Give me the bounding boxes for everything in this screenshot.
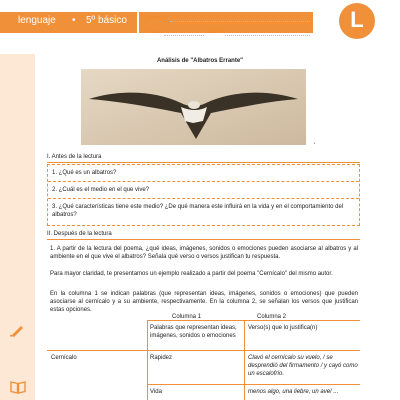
table-rule: [47, 350, 360, 351]
side-strip: [0, 54, 35, 400]
row-label: Cernícalo: [51, 355, 77, 361]
questions-box: [47, 164, 360, 226]
date-label: fecha: [207, 29, 222, 35]
column-2-header: Verso(s) que lo justifica(n): [248, 325, 318, 331]
subject-label: lenguaje: [18, 15, 56, 26]
header-separator: •: [72, 15, 76, 26]
table-rule: [244, 320, 245, 400]
question-divider: [48, 181, 359, 182]
question-divider: [48, 198, 359, 199]
tick-mark: ': [314, 143, 316, 149]
section-2-rule: [47, 239, 360, 240]
albatross-photo: [81, 69, 306, 145]
instruction-paragraph: 1. A partir de la lectura del poema, ¿qué ideas, imágenes, sonidos o emociones pueden asociarse al albatros y al ambiente en el que vive el albatros? Señala qué verso o versos justifican tu respuesta.: [50, 246, 358, 260]
table-rule: [147, 320, 148, 400]
grade-label: 5º básico: [86, 15, 127, 26]
column-2-label: Columna 2: [257, 314, 287, 320]
section-2-heading: II. Después de la lectura: [47, 231, 112, 237]
table-row-verse: menos algo, una liebre, un ave/ ...: [248, 389, 339, 395]
column-1-header: Palabras que representan ideas, imágenes, sonidos o emociones: [150, 325, 237, 339]
pencil-icon: [10, 323, 26, 337]
question-1: 1. ¿Qué es un albatros?: [52, 170, 117, 176]
table-rule: [147, 384, 360, 385]
question-3: 3. ¿Qué características tiene este medio? ¿De qué manera este influirá en la vida y en el comportamiento del albatros?: [52, 204, 344, 218]
header-divider: [137, 12, 139, 33]
name-label: nombre: [147, 15, 168, 21]
table-rule: [147, 320, 360, 321]
table-row-word: Rapidez: [150, 355, 173, 361]
logo-letter: L: [350, 7, 364, 32]
page-title: Análisis de "Albatros Errante": [156, 58, 244, 64]
question-2: 2. ¿Cuál es el medio en el que vive?: [52, 187, 150, 193]
column-1-label: Columna 1: [172, 314, 202, 320]
example-table: [47, 320, 360, 400]
example-intro-paragraph: Para mayor claridad, te presentamos un ejemplo realizado a partir del poema "Cernícalo" del mismo autor.: [50, 271, 333, 277]
name-field[interactable]: [170, 21, 310, 22]
date-field[interactable]: [225, 35, 310, 36]
table-row-verse: Clavó el cernícalo su vuelo, / se desprendió del firmamento / y cayó como un escalofrío.: [248, 355, 358, 377]
book-icon: [10, 380, 26, 394]
section-1-heading: I. Antes de la lectura: [47, 154, 102, 160]
course-field[interactable]: [164, 35, 204, 36]
course-label: curso: [147, 29, 162, 35]
columns-explanation-paragraph: En la columna 1 se indican palabras (que representan ideas, imágenes, sonidos o emociones) que pueden asociarse al cernícalo y a su ambiente, respectivamente. En la columna 2, se señalan los versos que justifican estas opciones.: [50, 291, 358, 313]
table-row-word: Vida: [150, 389, 162, 395]
section-1-rule: [47, 162, 360, 163]
subject-logo: [339, 3, 375, 39]
